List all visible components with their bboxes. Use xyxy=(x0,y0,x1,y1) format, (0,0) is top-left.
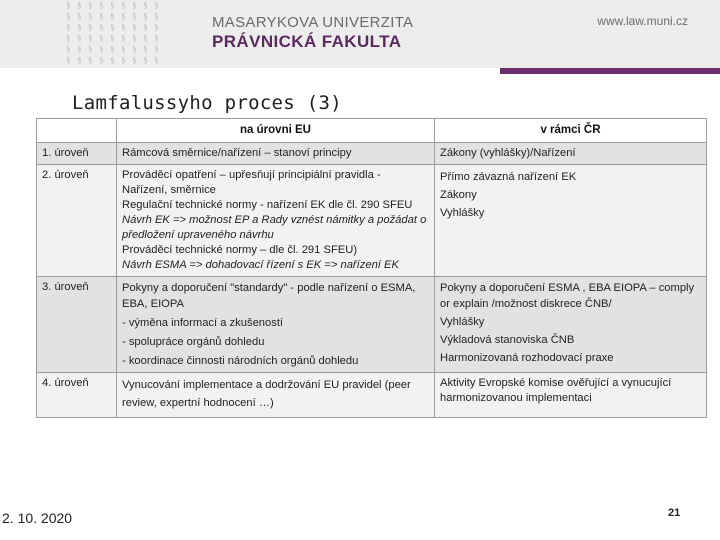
header-eu: na úrovni EU xyxy=(117,119,435,143)
eu-text: Vynucování implementace a dodržování EU pravidel (peer review, expertní hodnocení …) xyxy=(122,379,411,409)
cr-text: Harmonizovaná rozhodovací praxe xyxy=(440,352,614,364)
level-cell: 3. úroveň xyxy=(37,277,117,373)
cr-text: Zákony xyxy=(440,189,477,201)
eu-text-italic: Návrh ESMA => dohadovací řízení s EK => nařízení EK xyxy=(122,259,399,271)
table-row-level-1 xyxy=(37,143,707,165)
levels-table xyxy=(36,118,707,418)
cr-text: Vyhlášky xyxy=(440,207,485,219)
eu-cell xyxy=(117,277,435,373)
table-header-row xyxy=(37,119,707,143)
cr-cell xyxy=(435,277,707,373)
eu-cell xyxy=(117,143,435,165)
faculty-name: PRÁVNICKÁ FAKULTA xyxy=(212,32,402,51)
header-cr: v rámci ČR xyxy=(435,119,707,143)
eu-text: Regulační technické normy - nařízení EK dle čl. 290 SFEU xyxy=(122,199,413,211)
eu-text: Prováděcí opatření – upřesňují principiální pravidla - Nařízení, směrnice xyxy=(122,169,381,196)
eu-text: Pokyny a doporučení "standardy" - podle nařízení o ESMA, EBA, EIOPA xyxy=(122,282,416,310)
cr-text: Výkladová stanoviska ČNB xyxy=(440,334,575,346)
cr-cell xyxy=(435,373,707,418)
slide-title: Lamfalussyho proces (3) xyxy=(72,92,342,114)
footer-date: 2. 10. 2020 xyxy=(2,510,73,526)
cr-cell xyxy=(435,143,707,165)
eu-text: Prováděcí technické normy – dle čl. 291 SFEU) xyxy=(122,244,358,256)
level-cell: 4. úroveň xyxy=(37,373,117,418)
cr-text: Vyhlášky xyxy=(440,316,485,328)
eu-text-italic: Návrh EK => možnost EP a Rady vznést námitky a požádat o předložení upraveného návrhu xyxy=(122,214,427,241)
eu-text: - koordinace činnosti národních orgánů dohledu xyxy=(122,355,359,367)
table-row-level-2 xyxy=(37,165,707,277)
cr-text: Aktivity Evropské komise ověřující a vynucující harmonizovanou implementaci xyxy=(440,377,672,404)
header-empty-cell xyxy=(37,119,117,143)
university-name: MASARYKOVA UNIVERZITA xyxy=(212,14,414,31)
level-cell: 2. úroveň xyxy=(37,165,117,277)
cr-cell xyxy=(435,165,707,277)
eu-text: Rámcová směrnice/nařízení – stanoví principy xyxy=(122,147,352,159)
cr-text: Přímo závazná nařízení EK xyxy=(440,171,577,183)
cr-text: Pokyny a doporučení ESMA , EBA EIOPA – comply or explain /možnost diskrece ČNB/ xyxy=(440,282,695,310)
page-number: 21 xyxy=(668,507,681,519)
table-row-level-4 xyxy=(37,373,707,418)
cr-text: Zákony (vyhlášky)/Nařízení xyxy=(440,147,576,159)
eu-text: - spolupráce orgánů dohledu xyxy=(122,336,265,348)
table-row-level-3 xyxy=(37,277,707,373)
eu-cell xyxy=(117,373,435,418)
university-logo-pattern: § § § § § § § § § § § § § § § § § § § § § § § § § § § § § § § § § § § § § § § § § § § § § § § § § § § § § § xyxy=(66,1,160,65)
accent-bar xyxy=(500,68,720,74)
eu-text: - výměna informací a zkušeností xyxy=(122,317,284,329)
level-cell: 1. úroveň xyxy=(37,143,117,165)
eu-cell xyxy=(117,165,435,277)
website-url[interactable]: www.law.muni.cz xyxy=(597,14,688,28)
